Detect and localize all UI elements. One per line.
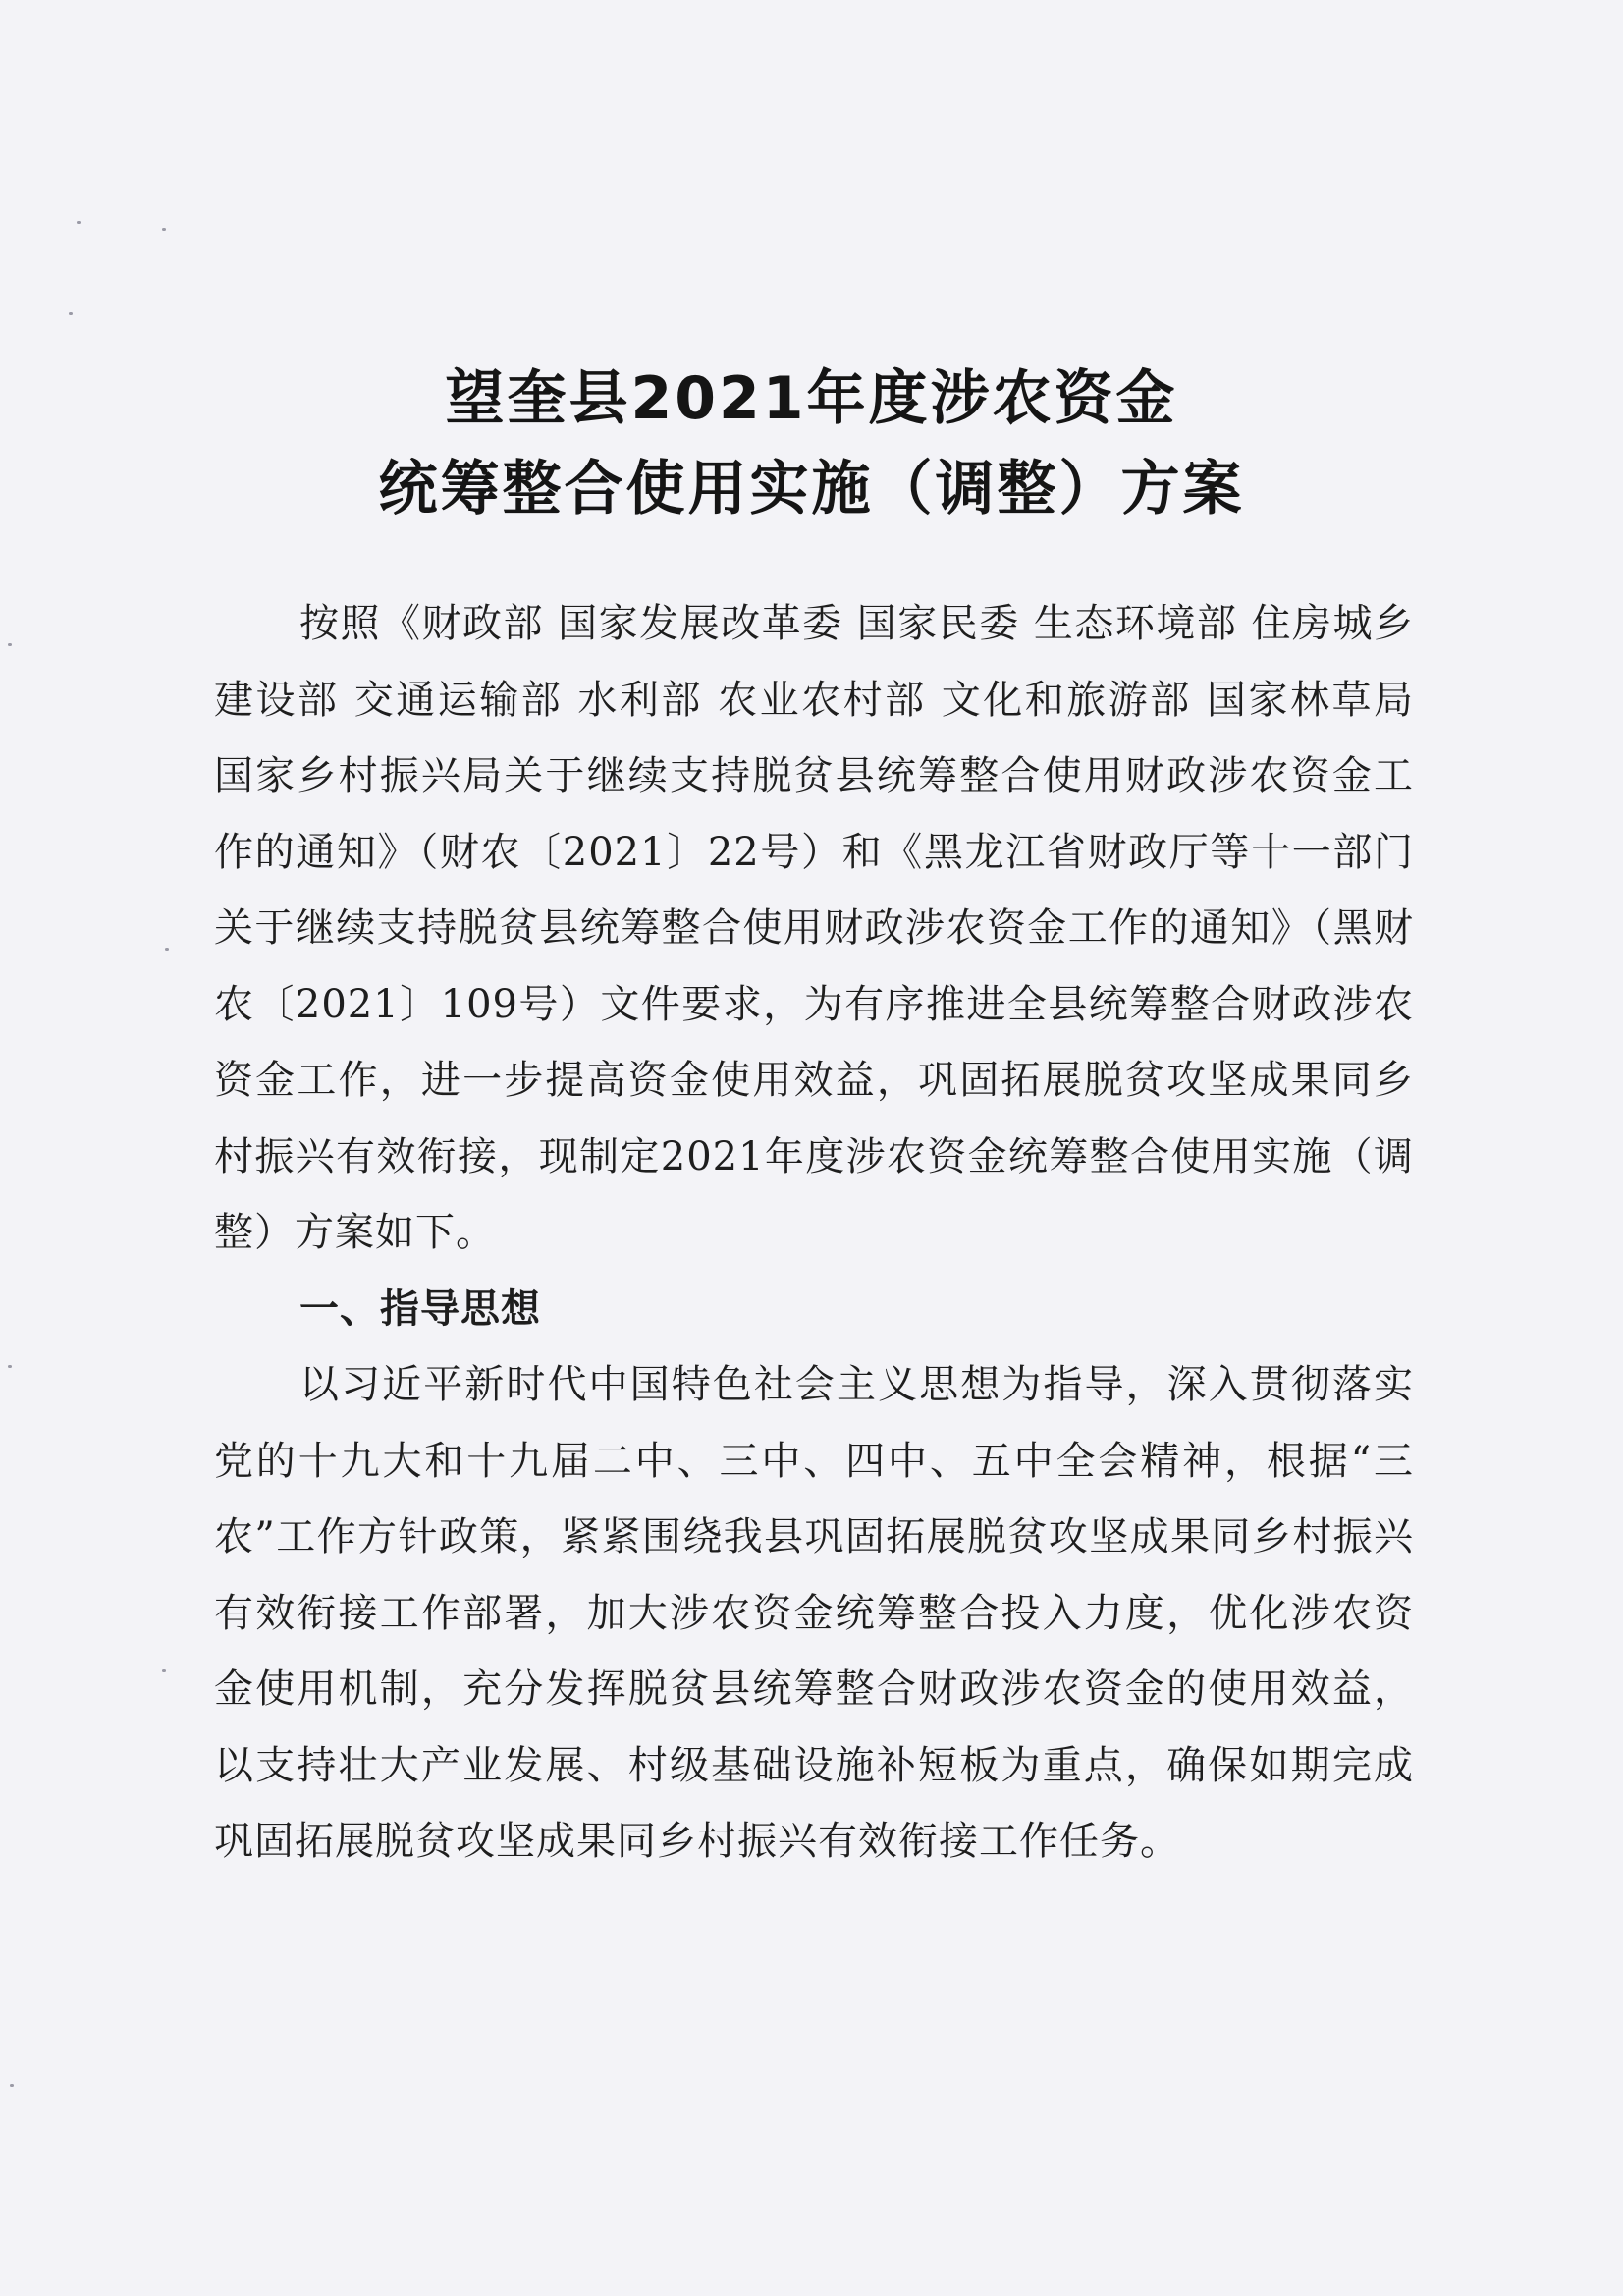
scan-speck bbox=[8, 1365, 12, 1368]
document-title bbox=[0, 354, 1623, 534]
title-line-1: 望奎县2021年度涉农资金 bbox=[445, 364, 1178, 433]
guiding-ideology-paragraph: 以习近平新时代中国特色社会主义思想为指导，深入贯彻落实党的十九大和十九届二中、三中、四中、五中全会精神，根据“三农”工作方针政策，紧紧围绕我县巩固拓展脱贫攻坚成果同乡村振兴有效衔接工作部署，加大涉农资金统筹整合投入力度，优化涉农资金使用机制，充分发挥脱贫县统筹整合财政涉农资金的使用效益，以支持壮大产业发展、村级基础设施补短板为重点，确保如期完成巩固拓展脱贫攻坚成果同乡村振兴有效衔接工作任务。 bbox=[214, 1362, 1414, 1864]
scan-speck bbox=[8, 643, 12, 646]
scan-speck bbox=[162, 1669, 166, 1672]
document-body bbox=[214, 586, 1414, 1881]
intro-paragraph: 按照《财政部 国家发展改革委 国家民委 生态环境部 住房城乡建设部 交通运输部 水利部 农业农村部 文化和旅游部 国家林草局 国家乡村振兴局关于继续支持脱贫县统筹整合使用财政涉农资金工作的通知》（财农〔2021〕22号）和《黑龙江省财政厅等十一部门关于继续支持脱贫县统筹整合使用财政涉农资金工作的通知》（黑财农〔2021〕109号）文件要求，为有序推进全县统筹整合财政涉农资金工作，进一步提高资金使用效益，巩固拓展脱贫攻坚成果同乡村振兴有效衔接，现制定2021年度涉农资金统筹整合使用实施（调整）方案如下。 bbox=[214, 601, 1414, 1255]
scan-speck bbox=[10, 2084, 14, 2087]
title-line-2: 统筹整合使用实施（调整）方案 bbox=[378, 455, 1245, 523]
scan-speck bbox=[165, 948, 169, 951]
scan-speck bbox=[77, 221, 81, 224]
scan-speck bbox=[69, 312, 73, 315]
section-heading-guiding-ideology: 一、指导思想 bbox=[299, 1285, 541, 1332]
scan-speck bbox=[162, 228, 166, 231]
